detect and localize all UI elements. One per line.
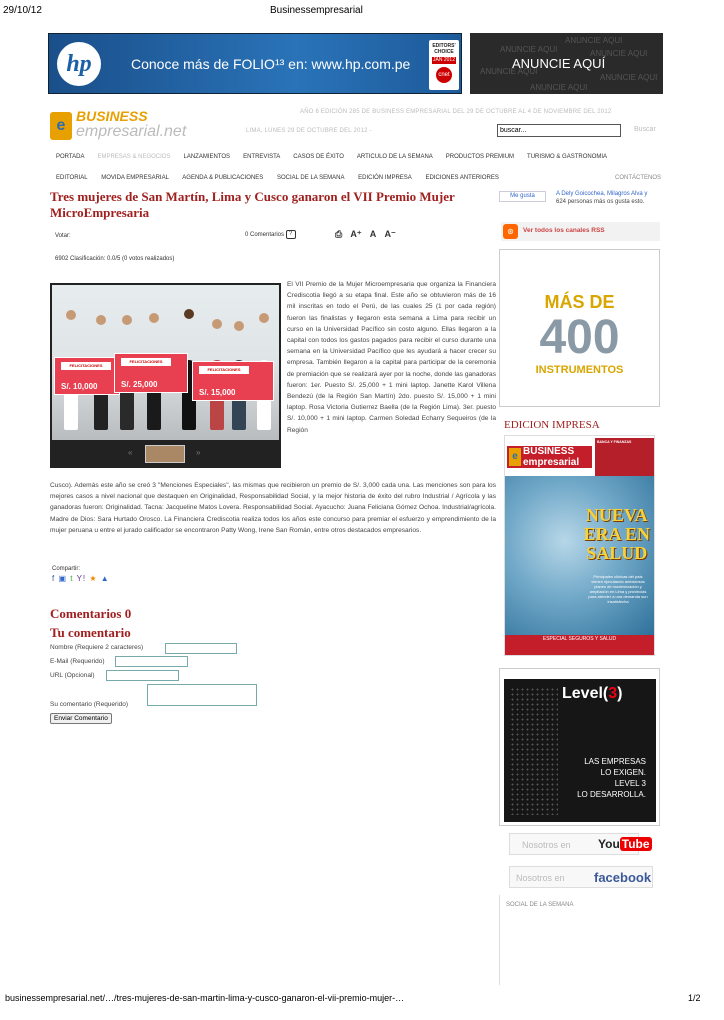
current-date: LIMA, LUNES 29 DE OCTUBRE DEL 2012 -	[246, 128, 372, 134]
comment-textarea[interactable]	[147, 684, 257, 706]
hp-banner-ad[interactable]	[48, 33, 462, 94]
nav-item-ediciones-anteriores[interactable]: EDICIONES ANTERIORES	[425, 175, 499, 181]
google-share-icon[interactable]: ★	[89, 574, 98, 583]
gallery-thumbnail[interactable]	[145, 445, 185, 463]
comment-label: Su comentario (Requerido)	[50, 701, 129, 708]
editors-choice-badge: EDITORS' CHOICE JAN 2012 cnet	[429, 40, 459, 90]
comment-form-heading: Tu comentario	[50, 625, 131, 640]
font-reset-button[interactable]: A	[369, 229, 377, 239]
site-logo[interactable]	[50, 110, 200, 144]
nav-item-casos-exito[interactable]: CASOS DE ÉXITO	[293, 154, 344, 160]
submit-comment-button[interactable]: Enviar Comentario	[50, 713, 112, 724]
comment-bubble-icon: ?	[286, 230, 296, 239]
delicious-share-icon[interactable]: ▣	[58, 574, 68, 583]
facebook-logo-icon: facebook	[594, 870, 652, 885]
nav-item-contactenos[interactable]: CONTÁCTENOS	[615, 175, 662, 181]
magazine-subhead: Principales clínicas del país vienen ejecutando ambiciosos planes de modernización y ampliación en Lima y provincias para atender a una demanda sun insatisfecha	[588, 574, 648, 604]
level3-logo: Level(3)	[562, 685, 623, 702]
nav-item-turismo[interactable]: TURISMO & GASTRONOMIA	[527, 154, 608, 160]
url-field[interactable]	[106, 670, 179, 681]
prev-arrow-icon[interactable]: «	[128, 448, 133, 457]
font-increase-button[interactable]: A⁺	[350, 229, 362, 239]
nav-item-agenda[interactable]: AGENDA & PUBLICACIONES	[182, 175, 264, 181]
nav-item-movida[interactable]: MOVIDA EMPRESARIAL	[101, 175, 169, 181]
nav-item-editorial[interactable]: EDITORIAL	[56, 175, 88, 181]
nav-item-social[interactable]: SOCIAL DE LA SEMANA	[276, 175, 345, 181]
magazine-side-box: BANCA Y FINANZAS	[595, 438, 655, 476]
facebook-share-icon[interactable]: f	[52, 574, 56, 583]
prize-check-1: FELICITACIONES S/. 10,000	[54, 357, 120, 395]
facebook-link[interactable]: Nosotros en facebook	[509, 866, 653, 888]
nav-item-edicion-impresa[interactable]: EDICIÓN IMPRESA	[358, 175, 412, 181]
print-site-title: Businessempresarial	[270, 5, 363, 16]
search-input[interactable]	[497, 124, 621, 137]
email-label: E-Mail (Requerido)	[50, 658, 105, 665]
nav-item-articulo-semana[interactable]: ARTICULO DE LA SEMANA	[356, 154, 433, 160]
logo-e-mark: e	[50, 112, 72, 140]
gallery-nav	[50, 443, 281, 465]
font-decrease-button[interactable]: A⁻	[384, 229, 396, 239]
yahoo-share-icon[interactable]: Y!	[76, 574, 87, 583]
article-body: Cusco). Además este año se creó 3 "Menciones Especiales", las mismas que recibieron un premio de S/. 3,000 cada una. Las menciones son para los mejores casos a nivel nacional que destaquen en Originalidad, Responsabilidad Social, y la mejor historia de éxito del rubro Industrial / Agrícola y las ganadoras fueron: Originalidad. Tacna: Jacqueline Matos Lovera. Responsabilidad Social. Ayacucho: Juana Feliciana Gómez Ochoa. Industrial/agrícola. Madre de Dios: Sara Hurtado Orosco. La Financiera Crediscotia realiza todos los años este concurso para premiar el esfuerzo y emprendimiento de la mujer peruana u entre el jurado calificador se encontraron Patty Wong, Irene San Román, entre otros destacados empresarios.	[50, 482, 496, 534]
anuncie-aqui-label: ANUNCIE AQUÍ	[512, 56, 606, 71]
nav-item-lanzamientos[interactable]: LANZAMIENTOS	[183, 154, 231, 160]
nav-item-empresas[interactable]: EMPRESAS & NEGOCIOS	[97, 154, 171, 160]
magazine-cover[interactable]	[504, 435, 655, 656]
print-icon[interactable]: ⎙	[335, 229, 343, 239]
name-field[interactable]	[165, 643, 237, 654]
nav-item-portada[interactable]: PORTADA	[56, 154, 85, 160]
edicion-impresa-heading: EDICION IMPRESA	[504, 419, 600, 431]
next-arrow-icon[interactable]: »	[196, 448, 201, 457]
logo-text-business: BUSINESS	[76, 108, 148, 124]
level3-ad[interactable]	[499, 668, 660, 826]
like-summary: A Dely Goicochea, Milagros Alva y 624 personas más os gusta esto.	[556, 191, 648, 205]
magazine-headline: NUEVA ERA EN SALUD	[583, 505, 650, 563]
magazine-footer: ESPECIAL SEGUROS Y SALUD	[505, 635, 654, 655]
search-button[interactable]: Buscar	[634, 126, 656, 133]
social-de-la-semana-box: SOCIAL DE LA SEMANA	[499, 895, 660, 985]
email-field[interactable]	[115, 656, 188, 667]
text-tools	[335, 229, 402, 240]
article-photo-gallery[interactable]	[50, 283, 281, 468]
digg-share-icon[interactable]: ▲	[100, 574, 110, 583]
print-url: businessempresarial.net/…/tres-mujeres-de-san-martin-lima-y-cusco-ganaron-el-vii-premio-mujer-…	[5, 993, 405, 1003]
magazine-logo: e BUSINESS empresarial	[507, 446, 592, 468]
hp-logo: hp	[57, 42, 101, 86]
facebook-like-button[interactable]: Me gusta	[499, 191, 546, 202]
prize-check-3: FELICITACIONES S/. 15,000	[192, 361, 274, 401]
edition-info: AÑO 6 EDICIÓN 285 DE BUSINESS EMPRESARIAL DEL 29 DE OCTUBRE AL 4 DE NOVIEMBRE DEL 2012	[300, 109, 612, 115]
anuncie-aqui-ad[interactable]: ANUNCIE AQUI ANUNCIE AQUI ANUNCIE AQUI ANUNCIE AQUI ANUNCIE AQUI ANUNCIE AQUI ANUNCIE AQUÍ	[470, 33, 663, 94]
instruments-ad[interactable]: MÁS DE 400 INSTRUMENTOS	[499, 249, 660, 407]
hp-banner-text: Conoce más de FOLIO¹³ en: www.hp.com.pe	[131, 56, 411, 72]
nav-item-entrevista[interactable]: ENTREVISTA	[243, 154, 281, 160]
twitter-share-icon[interactable]: t	[70, 574, 74, 583]
print-date: 29/10/12	[3, 5, 42, 16]
share-label: Compartir:	[52, 566, 81, 572]
article-rating: 6902 Clasificación: 0.0/5 (0 votos realizados)	[55, 256, 175, 262]
share-icons	[52, 574, 110, 583]
secondary-nav	[56, 175, 511, 181]
award-photo	[52, 285, 279, 440]
print-page-number: 1/2	[688, 993, 701, 1003]
nav-item-productos-premium[interactable]: PRODUCTOS PREMIUM	[445, 154, 515, 160]
rss-link[interactable]: ⊛ Ver todos los canales RSS	[501, 222, 660, 241]
comments-heading: Comentarios 0	[50, 606, 132, 621]
primary-nav	[56, 154, 620, 160]
logo-text-empresarial: empresarial.net	[76, 123, 187, 140]
level3-slogan: LAS EMPRESAS LO EXIGEN. LEVEL 3 LO DESARROLLA.	[577, 757, 646, 799]
comments-count-link[interactable]: 0 Comentarios ?	[245, 230, 296, 239]
article-title: Tres mujeres de San Martín, Lima y Cusco ganaron el VII Premio Mujer MicroEmpresaria	[50, 189, 455, 220]
youtube-logo-icon: You Tube	[598, 837, 650, 851]
youtube-link[interactable]: Nosotros en You Tube	[509, 833, 639, 855]
rss-icon: ⊛	[503, 224, 518, 239]
name-label: Nombre (Requiere 2 caracteres)	[50, 644, 144, 651]
article-body-side: El VII Premio de la Mujer Microempresaria que organiza la Financiera Crediscotia llegó a su etapa final. Este año se obtuvieron más de 16 mil inscritas en todo el Perú, de las cuales 25 (1 por cada región) fueron las finalistas y llegaron esta semana a Lima para recibir un curso en la Universidad Pacífico sin costo alguno. Ellas llegaron a la capital con todos los gastos pagados para recibir el curso durante una semana en la Universidad Pacífico que les ayudará a hacer crecer su empresa. También llegaron a la capital para participar de la ceremonia de premiación que se realizará ayer por la noche, donde las ganadoras fueron: 1er. Puesto S/. 25,000 + 1 mini laptop. Janette Karol Villena Bendezú (de la Región San Martín) 2do. puesto S/. 15,000 + 1 mini laptop. Rosa Victoria Gutierrez Baella (de la Región Lima). 3er. puesto S/. 10,000 + 1 mini laptop. Carmen Soledad Echarry Sequeiros (de la Región	[287, 281, 496, 434]
url-label: URL (Opcional)	[50, 672, 95, 679]
prize-check-2: FELICITACIONES S/. 25,000	[114, 353, 188, 393]
vote-label: Votar:	[55, 233, 71, 239]
